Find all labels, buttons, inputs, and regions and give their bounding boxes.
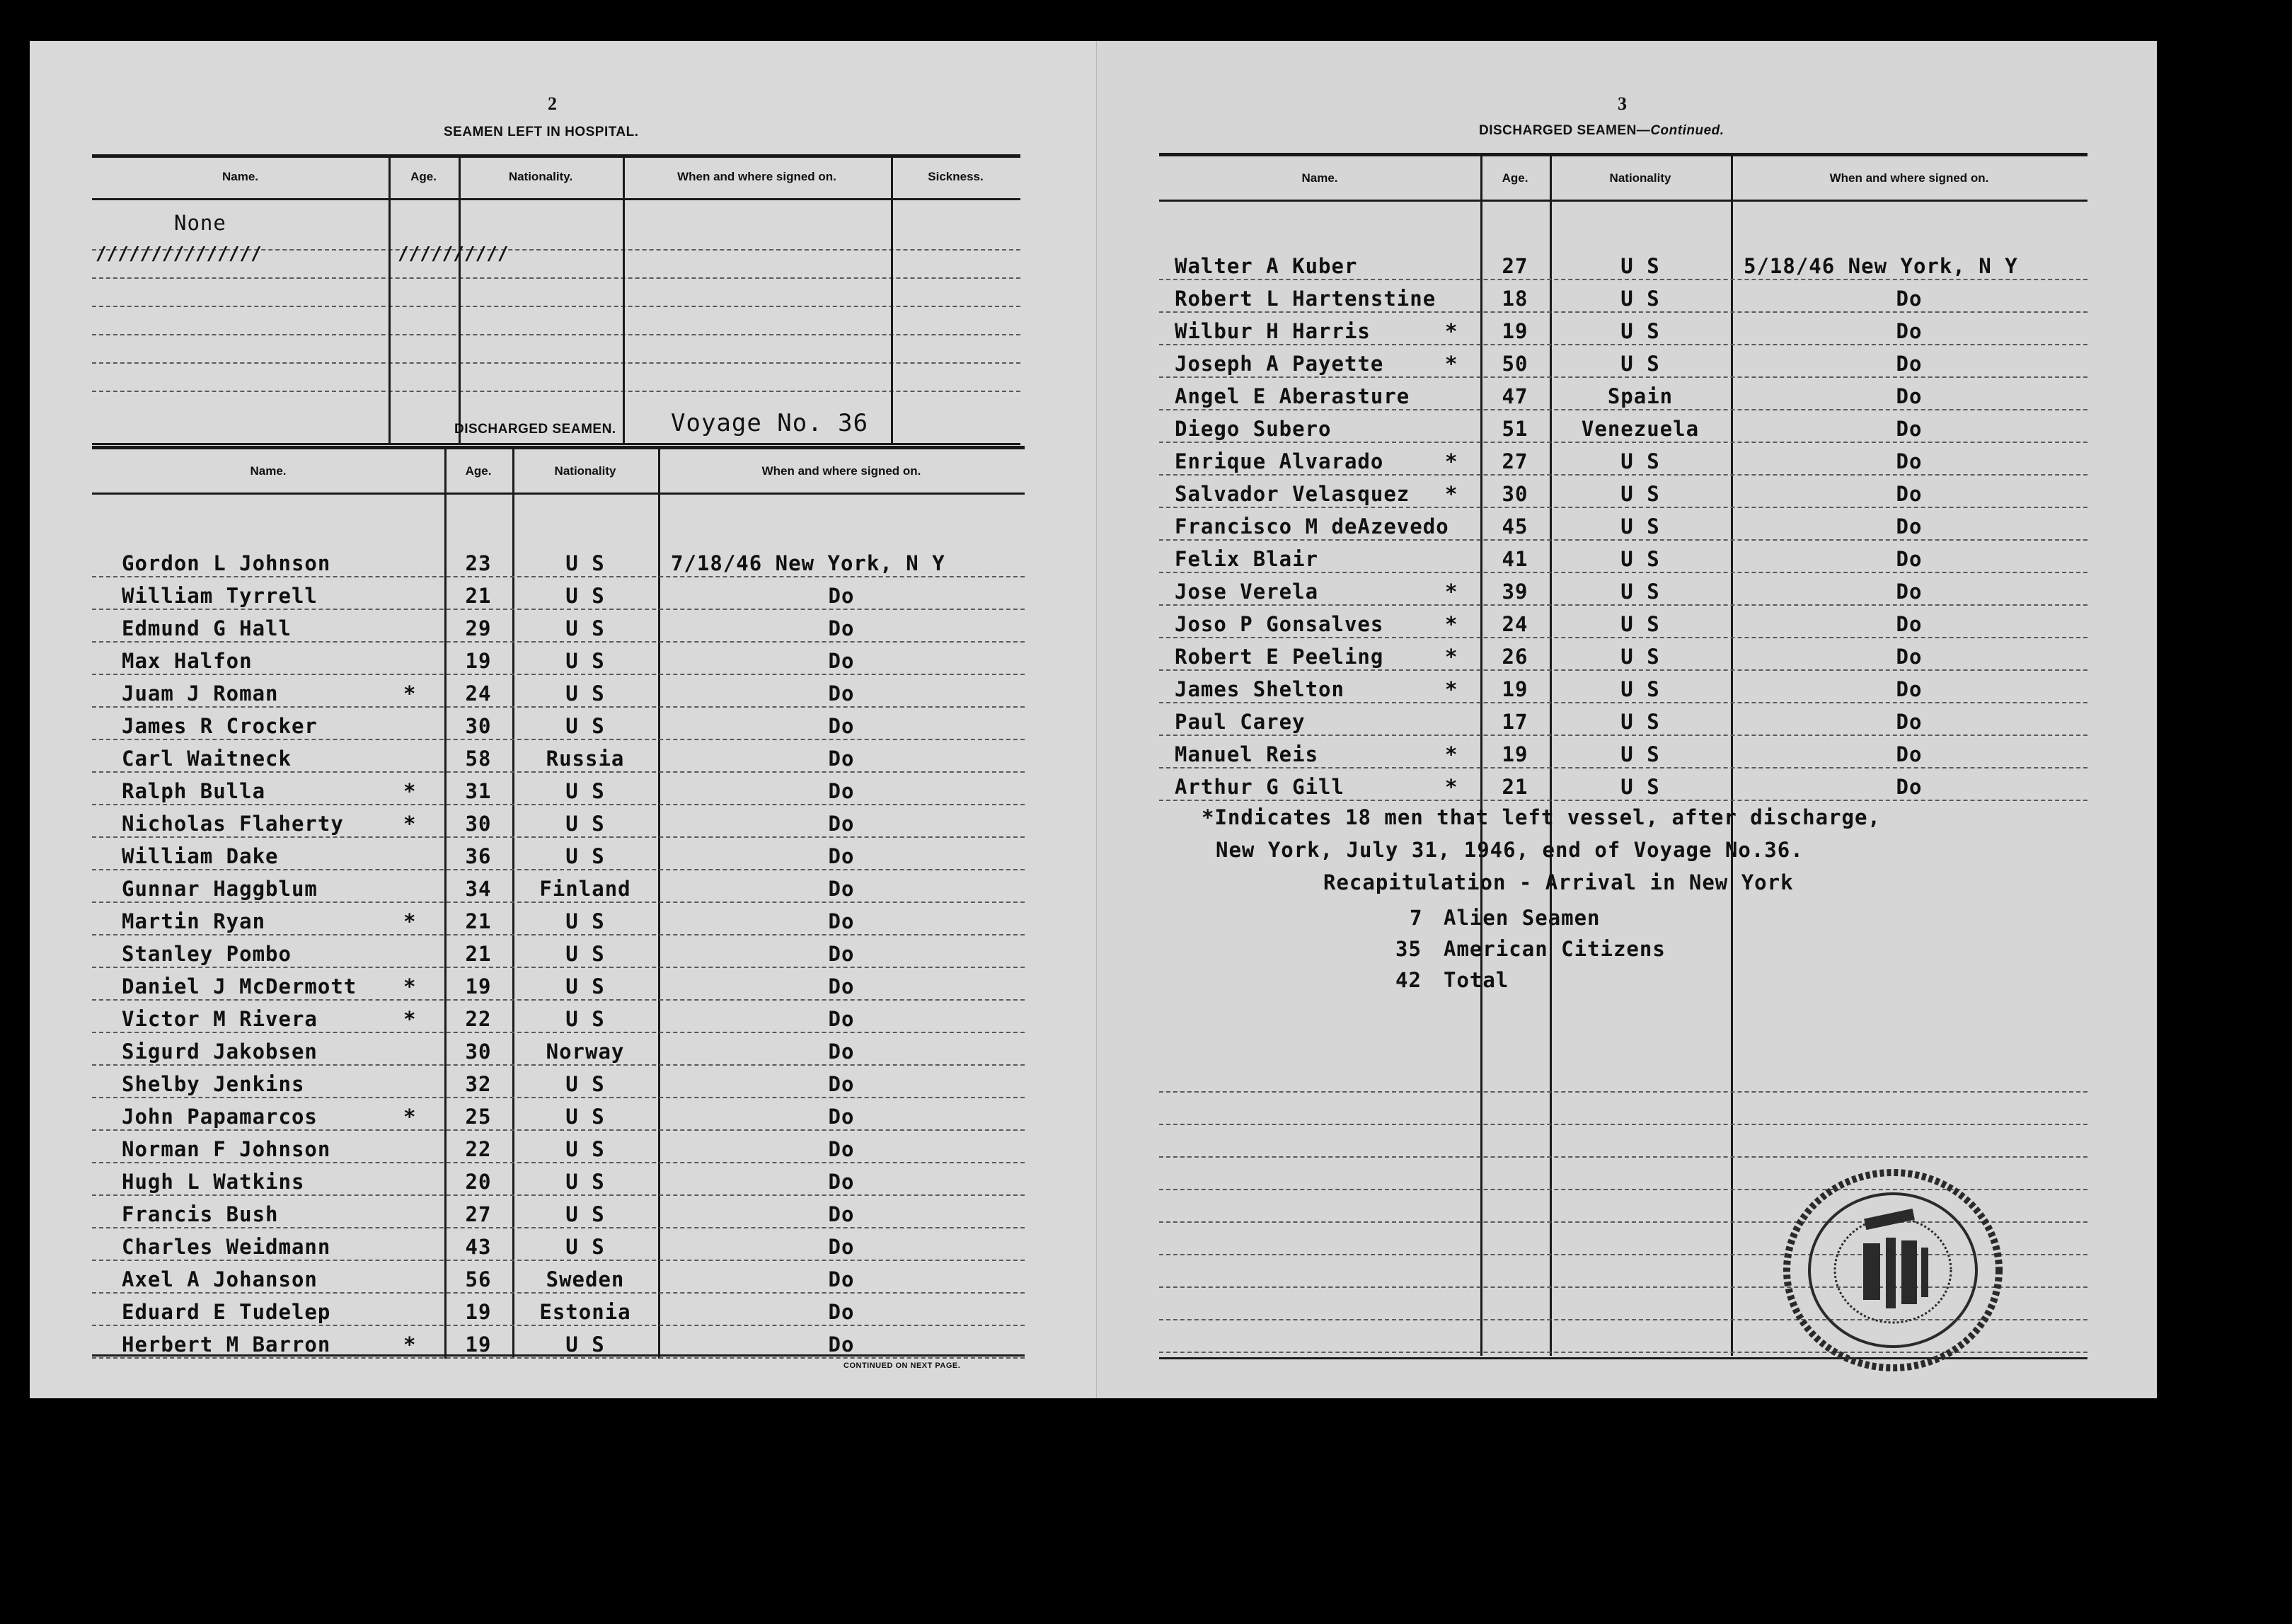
cell-signed: Do: [1896, 580, 1923, 604]
cell-star: *: [1445, 580, 1458, 604]
hospital-entry: None: [174, 211, 226, 235]
table-row: [1159, 345, 2087, 377]
table-row: [92, 870, 1025, 902]
cell-nationality: Estonia: [539, 1300, 631, 1324]
cell-nationality: U S: [565, 681, 605, 706]
hospital-header-age: Age.: [410, 170, 437, 183]
cell-signed: Do: [828, 1300, 855, 1324]
cell-age: 20: [465, 1170, 492, 1194]
cell-signed: Do: [1896, 319, 1923, 343]
cell-name: Eduard E Tudelep: [122, 1300, 331, 1324]
cell-signed: Do: [828, 1137, 855, 1161]
hospital-header-nationality: Nationality.: [508, 170, 573, 183]
cell-age: 29: [465, 616, 492, 640]
cell-signed: 7/18/46 New York, N Y: [671, 551, 945, 575]
cell-signed: Do: [1896, 677, 1923, 701]
cell-name: James Shelton: [1175, 677, 1344, 701]
office-stamp: [1780, 1164, 2006, 1376]
cell-age: 30: [465, 1040, 492, 1064]
cell-signed: Do: [1896, 645, 1923, 669]
cell-nationality: U S: [565, 1235, 605, 1259]
cell-star: *: [1445, 449, 1458, 473]
cell-age: 19: [465, 1300, 492, 1324]
cell-nationality: U S: [565, 1105, 605, 1129]
header-signed: When and where signed on.: [1829, 171, 1989, 185]
table-row: [1159, 313, 2087, 345]
cell-star: *: [1445, 775, 1458, 799]
cell-age: 19: [1502, 319, 1528, 343]
table-row: [92, 708, 1025, 739]
cell-age: 47: [1502, 384, 1528, 408]
cell-star: *: [403, 779, 417, 803]
cell-nationality: U S: [1620, 352, 1660, 376]
page-number: 2: [548, 93, 557, 114]
cell-age: 58: [465, 747, 492, 771]
cell-signed: Do: [828, 1007, 855, 1031]
table-row: [1159, 508, 2087, 540]
cell-name: Ralph Bulla: [122, 779, 266, 803]
cell-name: Paul Carey: [1175, 710, 1306, 734]
cell-nationality: U S: [1620, 677, 1660, 701]
cell-name: Arthur G Gill: [1175, 775, 1344, 799]
cell-age: 36: [465, 844, 492, 868]
cell-name: Martin Ryan: [122, 909, 266, 933]
cell-nationality: Venezuela: [1581, 417, 1700, 441]
table-row: [92, 577, 1025, 609]
hospital-table: [92, 154, 1020, 444]
table-row: [1159, 280, 2087, 312]
cell-signed: Do: [1896, 352, 1923, 376]
table-row: [92, 740, 1025, 772]
header-age: Age.: [1502, 171, 1528, 185]
recap-total-count: 42: [1395, 968, 1422, 992]
cell-age: 27: [465, 1202, 492, 1226]
table-row: [92, 838, 1025, 870]
blank-line: [1159, 1124, 2087, 1125]
right-title-continued: Continued.: [1650, 123, 1724, 138]
cell-signed: Do: [1896, 482, 1923, 506]
cell-name: Axel A Johanson: [122, 1267, 318, 1291]
table-row: [1159, 703, 2087, 735]
header-name: Name.: [1301, 171, 1338, 185]
cell-signed: Do: [828, 974, 855, 998]
cell-signed: Do: [828, 1267, 855, 1291]
table-row: [92, 968, 1025, 1000]
table-row: [92, 1163, 1025, 1195]
cell-nationality: U S: [1620, 254, 1660, 278]
cell-nationality: U S: [565, 812, 605, 836]
cell-name: John Papamarcos: [122, 1105, 318, 1129]
cell-signed: 5/18/46 New York, N Y: [1744, 254, 2018, 278]
cell-age: 30: [465, 812, 492, 836]
cell-name: Carl Waitneck: [122, 747, 292, 771]
cell-age: 25: [465, 1105, 492, 1129]
cell-name: Gordon L Johnson: [122, 551, 331, 575]
cell-name: Manuel Reis: [1175, 742, 1319, 766]
cell-star: *: [1445, 319, 1458, 343]
cell-age: 22: [465, 1137, 492, 1161]
cell-name: Herbert M Barron: [122, 1332, 331, 1357]
cell-signed: Do: [828, 1170, 855, 1194]
table-row: [92, 610, 1025, 642]
cell-signed: Do: [828, 812, 855, 836]
cell-age: 27: [1502, 254, 1528, 278]
hospital-struck-text: ///////////////: [96, 243, 262, 265]
table-row: [1159, 671, 2087, 703]
cell-nationality: U S: [1620, 547, 1660, 571]
table-row: [92, 1001, 1025, 1032]
cell-signed: Do: [828, 877, 855, 901]
cell-name: Diego Subero: [1175, 417, 1332, 441]
table-row: [92, 1033, 1025, 1065]
cell-age: 50: [1502, 352, 1528, 376]
recap-american-label: American Citizens: [1444, 937, 1666, 961]
right-title-main: DISCHARGED SEAMEN—: [1479, 123, 1651, 138]
cell-name: William Dake: [122, 844, 279, 868]
cell-signed: Do: [828, 747, 855, 771]
cell-name: Walter A Kuber: [1175, 254, 1358, 278]
cell-nationality: U S: [565, 616, 605, 640]
cell-signed: Do: [828, 681, 855, 706]
cell-name: Charles Weidmann: [122, 1235, 331, 1259]
cell-age: 23: [465, 551, 492, 575]
table-row: [92, 935, 1025, 967]
cell-star: *: [403, 1007, 417, 1031]
table-row: [1159, 248, 2087, 280]
cell-signed: Do: [1896, 742, 1923, 766]
cell-name: Nicholas Flaherty: [122, 812, 344, 836]
cell-age: 30: [465, 714, 492, 738]
cell-name: Enrique Alvarado: [1175, 449, 1384, 473]
cell-age: 31: [465, 779, 492, 803]
cell-name: Edmund G Hall: [122, 616, 292, 640]
cell-nationality: U S: [565, 649, 605, 673]
cell-star: *: [1445, 742, 1458, 766]
cell-name: Gunnar Haggblum: [122, 877, 318, 901]
cell-nationality: Spain: [1607, 384, 1674, 408]
table-row: [1159, 443, 2087, 475]
cell-name: Francisco M deAzevedo: [1175, 514, 1449, 539]
cell-nationality: U S: [1620, 710, 1660, 734]
table-row: [92, 1326, 1025, 1358]
cell-nationality: U S: [1620, 645, 1660, 669]
cell-age: 18: [1502, 287, 1528, 311]
cell-signed: Do: [1896, 710, 1923, 734]
cell-age: 51: [1502, 417, 1528, 441]
cell-age: 19: [1502, 677, 1528, 701]
cell-nationality: U S: [565, 1007, 605, 1031]
cell-nationality: U S: [565, 714, 605, 738]
hospital-struck-age: //////////: [398, 243, 509, 265]
cell-star: *: [1445, 352, 1458, 376]
blank-line: [1159, 1156, 2087, 1158]
hospital-header-name: Name.: [221, 170, 259, 183]
cell-name: Francis Bush: [122, 1202, 279, 1226]
table-row: [92, 1261, 1025, 1293]
cell-nationality: Norway: [546, 1040, 625, 1064]
cell-age: 19: [1502, 742, 1528, 766]
cell-nationality: U S: [565, 974, 605, 998]
table-row: [1159, 768, 2087, 800]
cell-name: Joseph A Payette: [1175, 352, 1384, 376]
cell-age: 21: [465, 909, 492, 933]
cell-age: 56: [465, 1267, 492, 1291]
note-line-1: *Indicates 18 men that left vessel, after discharge,: [1202, 805, 1881, 829]
header-nationality: Nationality: [1609, 171, 1671, 185]
cell-nationality: U S: [565, 942, 605, 966]
table-row: [92, 1228, 1025, 1260]
blank-line: [1159, 1091, 2087, 1093]
table-row: [92, 805, 1025, 837]
header-nationality: Nationality: [554, 464, 616, 478]
cell-star: *: [403, 974, 417, 998]
note-line-2: New York, July 31, 1946, end of Voyage No.36.: [1216, 838, 1804, 862]
table-row: [92, 643, 1025, 674]
cell-age: 19: [465, 649, 492, 673]
cell-age: 34: [465, 877, 492, 901]
cell-age: 17: [1502, 710, 1528, 734]
page-number: 3: [1618, 93, 1627, 114]
cell-name: Hugh L Watkins: [122, 1170, 305, 1194]
hospital-title: SEAMEN LEFT IN HOSPITAL.: [444, 125, 639, 139]
cell-nationality: U S: [565, 551, 605, 575]
cell-age: 21: [1502, 775, 1528, 799]
cell-signed: Do: [1896, 287, 1923, 311]
cell-star: *: [1445, 612, 1458, 636]
table-row: [92, 773, 1025, 805]
cell-signed: Do: [828, 1202, 855, 1226]
recap-title: Recapitulation - Arrival in New York: [1323, 870, 1794, 894]
cell-name: Stanley Pombo: [122, 942, 292, 966]
cell-age: 30: [1502, 482, 1528, 506]
cell-name: Max Halfon: [122, 649, 253, 673]
table-row: [92, 545, 1025, 577]
table-row: [1159, 638, 2087, 670]
cell-star: *: [403, 681, 417, 706]
cell-age: 43: [465, 1235, 492, 1259]
header-signed: When and where signed on.: [761, 464, 921, 478]
cell-name: Robert E Peeling: [1175, 645, 1384, 669]
cell-nationality: U S: [1620, 514, 1660, 539]
cell-nationality: U S: [1620, 287, 1660, 311]
table-row: [1159, 476, 2087, 507]
cell-name: Joso P Gonsalves: [1175, 612, 1384, 636]
cell-age: 39: [1502, 580, 1528, 604]
recap-total-label: Total: [1444, 968, 1509, 992]
cell-name: Norman F Johnson: [122, 1137, 331, 1161]
table-row: [92, 1294, 1025, 1325]
cell-age: 19: [465, 1332, 492, 1357]
cell-age: 26: [1502, 645, 1528, 669]
table-row: [92, 1196, 1025, 1228]
cell-name: Angel E Aberasture: [1175, 384, 1410, 408]
cell-age: 27: [1502, 449, 1528, 473]
table-row: [92, 675, 1025, 707]
discharged-table: [92, 446, 1025, 1359]
continued-note: CONTINUED ON NEXT PAGE.: [843, 1361, 961, 1370]
table-row: [1159, 541, 2087, 572]
cell-name: William Tyrrell: [122, 584, 318, 608]
cell-name: Salvador Velasquez: [1175, 482, 1410, 506]
cell-name: Sigurd Jakobsen: [122, 1040, 318, 1064]
cell-age: 21: [465, 942, 492, 966]
cell-age: 45: [1502, 514, 1528, 539]
cell-star: *: [1445, 482, 1458, 506]
cell-nationality: U S: [565, 844, 605, 868]
cell-nationality: Russia: [546, 747, 625, 771]
cell-name: Felix Blair: [1175, 547, 1319, 571]
table-row: [1159, 410, 2087, 442]
cell-signed: Do: [1896, 514, 1923, 539]
cell-name: Shelby Jenkins: [122, 1072, 305, 1096]
cell-signed: Do: [828, 1040, 855, 1064]
header-name: Name.: [250, 464, 287, 478]
cell-star: *: [403, 1105, 417, 1129]
cell-name: Jose Verela: [1175, 580, 1319, 604]
cell-star: *: [403, 812, 417, 836]
cell-nationality: U S: [1620, 319, 1660, 343]
cell-nationality: U S: [1620, 482, 1660, 506]
header-age: Age.: [465, 464, 492, 478]
cell-signed: Do: [1896, 384, 1923, 408]
cell-signed: Do: [828, 844, 855, 868]
cell-signed: Do: [828, 1072, 855, 1096]
cell-age: 19: [465, 974, 492, 998]
cell-signed: Do: [1896, 612, 1923, 636]
cell-star: *: [403, 1332, 417, 1357]
left-page: [30, 41, 1097, 1398]
cell-signed: Do: [828, 779, 855, 803]
cell-age: 24: [465, 681, 492, 706]
cell-star: *: [1445, 645, 1458, 669]
cell-nationality: U S: [565, 909, 605, 933]
cell-signed: Do: [828, 584, 855, 608]
cell-nationality: U S: [1620, 612, 1660, 636]
hospital-header-sickness: Sickness.: [928, 170, 984, 183]
cell-nationality: Sweden: [546, 1267, 625, 1291]
cell-signed: Do: [1896, 775, 1923, 799]
cell-name: Daniel J McDermott: [122, 974, 357, 998]
cell-nationality: U S: [565, 1137, 605, 1161]
cell-nationality: U S: [565, 1332, 605, 1357]
cell-nationality: U S: [565, 779, 605, 803]
discharged-title: DISCHARGED SEAMEN.: [454, 422, 616, 437]
cell-name: Juam J Roman: [122, 681, 279, 706]
cell-signed: Do: [1896, 547, 1923, 571]
cell-nationality: U S: [565, 584, 605, 608]
table-row: [1159, 606, 2087, 638]
cell-age: 32: [465, 1072, 492, 1096]
cell-nationality: U S: [1620, 449, 1660, 473]
cell-age: 41: [1502, 547, 1528, 571]
cell-signed: Do: [828, 1105, 855, 1129]
cell-signed: Do: [1896, 449, 1923, 473]
recap-american-count: 35: [1395, 937, 1422, 961]
cell-age: 24: [1502, 612, 1528, 636]
voyage-label: Voyage No. 36: [671, 409, 869, 437]
table-row: [1159, 736, 2087, 768]
table-row: [1159, 378, 2087, 410]
cell-signed: Do: [828, 616, 855, 640]
table-row: [1159, 573, 2087, 605]
cell-signed: Do: [828, 649, 855, 673]
right-title: [1479, 123, 1724, 139]
cell-signed: Do: [828, 942, 855, 966]
table-row: [92, 1131, 1025, 1163]
cell-name: Victor M Rivera: [122, 1007, 318, 1031]
cell-nationality: U S: [565, 1072, 605, 1096]
cell-name: Wilbur H Harris: [1175, 319, 1371, 343]
cell-age: 21: [465, 584, 492, 608]
cell-signed: Do: [828, 1235, 855, 1259]
recap-alien-count: 7: [1410, 906, 1423, 930]
table-row: [92, 1066, 1025, 1098]
cell-nationality: U S: [565, 1202, 605, 1226]
table-row: [92, 903, 1025, 935]
hospital-header-signed: When and where signed on.: [677, 170, 836, 183]
cell-name: James R Crocker: [122, 714, 318, 738]
cell-nationality: U S: [565, 1170, 605, 1194]
cell-signed: Do: [828, 909, 855, 933]
cell-name: Robert L Hartenstine: [1175, 287, 1436, 311]
cell-star: *: [403, 909, 417, 933]
cell-star: *: [1445, 677, 1458, 701]
cell-age: 22: [465, 1007, 492, 1031]
cell-nationality: U S: [1620, 742, 1660, 766]
cell-signed: Do: [1896, 417, 1923, 441]
recap-alien-label: Alien Seamen: [1444, 906, 1601, 930]
cell-nationality: Finland: [539, 877, 631, 901]
cell-signed: Do: [828, 714, 855, 738]
cell-nationality: U S: [1620, 580, 1660, 604]
cell-signed: Do: [828, 1332, 855, 1357]
table-row: [92, 1098, 1025, 1130]
cell-nationality: U S: [1620, 775, 1660, 799]
